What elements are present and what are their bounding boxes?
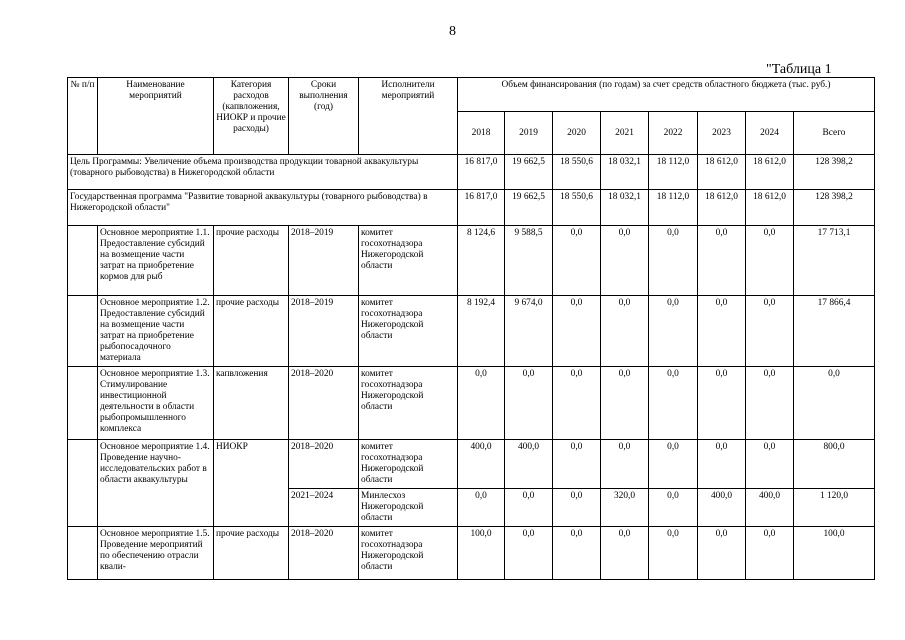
- header-year: 2019: [505, 112, 553, 155]
- table-caption: "Таблица 1: [766, 62, 832, 77]
- header-year: 2021: [601, 112, 649, 155]
- value-cell: 0,0: [458, 367, 505, 440]
- row-number: [68, 527, 98, 580]
- total-cell: 17 713,1: [794, 226, 875, 296]
- header-year: 2023: [698, 112, 746, 155]
- value-cell: 0,0: [698, 296, 746, 367]
- measure-name: Основное мероприятие 1.3. Стимулирование инвестиционной деятельности в области рыбопромышленного комплекса: [98, 367, 214, 440]
- value-cell: 0,0: [746, 527, 794, 580]
- measure-executor: комитет госохотнадзора Нижегородской области: [359, 527, 458, 580]
- measure-term: 2021–2024: [289, 489, 359, 527]
- value-cell: 0,0: [649, 296, 698, 367]
- table-row: [68, 226, 875, 296]
- measure-term: 2018–2020: [289, 440, 359, 489]
- page-number: 8: [449, 24, 456, 39]
- header-name: Наименование мероприятий: [98, 78, 214, 155]
- program-row: [68, 190, 875, 226]
- program-text: Государственная программа "Развитие товарной аквакультуры (товарного рыбоводства) в Нижегородской области": [68, 190, 458, 226]
- value-cell: 0,0: [698, 367, 746, 440]
- row-number: [68, 296, 98, 367]
- value-cell: 320,0: [601, 489, 649, 527]
- value-cell: 18 032,1: [601, 155, 649, 190]
- value-cell: 18 612,0: [746, 155, 794, 190]
- value-cell: 19 662,5: [505, 190, 553, 226]
- measure-name: Основное мероприятие 1.2. Предоставление субсидий на возмещение части затрат на приобретение рыбопосадочного материала: [98, 296, 214, 367]
- value-cell: 0,0: [553, 296, 601, 367]
- value-cell: 100,0: [458, 527, 505, 580]
- value-cell: 0,0: [698, 440, 746, 489]
- value-cell: 400,0: [698, 489, 746, 527]
- value-cell: 0,0: [553, 489, 601, 527]
- measure-term: 2018–2019: [289, 226, 359, 296]
- total-cell: 0,0: [794, 367, 875, 440]
- value-cell: 0,0: [505, 367, 553, 440]
- value-cell: 0,0: [553, 440, 601, 489]
- header-financing: Объем финансирования (по годам) за счет средств областного бюджета (тыс. руб.): [458, 78, 875, 112]
- table-row: [68, 527, 875, 580]
- value-cell: 18 612,0: [698, 190, 746, 226]
- value-cell: 0,0: [505, 489, 553, 527]
- value-cell: 400,0: [505, 440, 553, 489]
- value-cell: 0,0: [649, 489, 698, 527]
- total-cell: 17 866,4: [794, 296, 875, 367]
- header-year: 2024: [746, 112, 794, 155]
- value-cell: 400,0: [746, 489, 794, 527]
- value-cell: 0,0: [746, 226, 794, 296]
- value-cell: 19 662,5: [505, 155, 553, 190]
- header-total: Всего: [794, 112, 875, 155]
- total-cell: 128 398,2: [794, 155, 875, 190]
- header-year: 2018: [458, 112, 505, 155]
- value-cell: 0,0: [746, 296, 794, 367]
- value-cell: 18 550,6: [553, 155, 601, 190]
- value-cell: 9 674,0: [505, 296, 553, 367]
- value-cell: 0,0: [649, 226, 698, 296]
- table-row: [68, 440, 875, 489]
- value-cell: 400,0: [458, 440, 505, 489]
- measure-category: прочие расходы: [214, 527, 289, 580]
- value-cell: 8 124,6: [458, 226, 505, 296]
- table-row: [68, 296, 875, 367]
- value-cell: 18 550,6: [553, 190, 601, 226]
- value-cell: 0,0: [601, 296, 649, 367]
- value-cell: 0,0: [601, 527, 649, 580]
- value-cell: 8 192,4: [458, 296, 505, 367]
- row-number: [68, 440, 98, 527]
- value-cell: 16 817,0: [458, 155, 505, 190]
- measure-executor: комитет госохотнадзора Нижегородской области: [359, 367, 458, 440]
- row-number: [68, 367, 98, 440]
- goal-row: [68, 155, 875, 190]
- financing-table: [67, 77, 875, 580]
- value-cell: 0,0: [698, 226, 746, 296]
- value-cell: 0,0: [746, 440, 794, 489]
- value-cell: 18 612,0: [698, 155, 746, 190]
- total-cell: 800,0: [794, 440, 875, 489]
- goal-text: Цель Программы: Увеличение объема производства продукции товарной аквакультуры (товарного рыбоводства) в Нижегородской области: [68, 155, 458, 190]
- value-cell: 0,0: [553, 367, 601, 440]
- measure-name: Основное мероприятие 1.5. Проведение мероприятий по обеспечению отрасли квали-: [98, 527, 214, 580]
- value-cell: 0,0: [458, 489, 505, 527]
- value-cell: 9 588,5: [505, 226, 553, 296]
- value-cell: 0,0: [601, 440, 649, 489]
- header-term: Сроки выполнения (год): [289, 78, 359, 155]
- measure-category: прочие расходы: [214, 296, 289, 367]
- value-cell: 18 112,0: [649, 155, 698, 190]
- table-row: [68, 367, 875, 440]
- value-cell: 18 612,0: [746, 190, 794, 226]
- value-cell: 0,0: [746, 367, 794, 440]
- header-category: Категория расходов (капвложения, НИОКР и прочие расходы): [214, 78, 289, 155]
- value-cell: 0,0: [553, 226, 601, 296]
- measure-term: 2018–2020: [289, 367, 359, 440]
- header-year: 2022: [649, 112, 698, 155]
- measure-executor: комитет госохотнадзора Нижегородской области: [359, 440, 458, 489]
- measure-executor: комитет госохотнадзора Нижегородской области: [359, 296, 458, 367]
- measure-term: 2018–2019: [289, 296, 359, 367]
- total-cell: 100,0: [794, 527, 875, 580]
- measure-executor: комитет госохотнадзора Нижегородской области: [359, 226, 458, 296]
- row-number: [68, 226, 98, 296]
- measure-name: Основное мероприятие 1.1. Предоставление субсидий на возмещение части затрат на приобретение кормов для рыб: [98, 226, 214, 296]
- value-cell: 16 817,0: [458, 190, 505, 226]
- header-num: № п/п: [68, 78, 98, 155]
- total-cell: 128 398,2: [794, 190, 875, 226]
- header-executors: Исполнители мероприятий: [359, 78, 458, 155]
- value-cell: 0,0: [601, 226, 649, 296]
- measure-term: 2018–2020: [289, 527, 359, 580]
- total-cell: 1 120,0: [794, 489, 875, 527]
- value-cell: 0,0: [505, 527, 553, 580]
- value-cell: 0,0: [698, 527, 746, 580]
- value-cell: 0,0: [649, 527, 698, 580]
- measure-category: капвложения: [214, 367, 289, 440]
- measure-name: Основное мероприятие 1.4. Проведение научно-исследовательских работ в области аквакультуры: [98, 440, 214, 527]
- measure-executor: Минлесхоз Нижегородской области: [359, 489, 458, 527]
- value-cell: 0,0: [601, 367, 649, 440]
- measure-category: прочие расходы: [214, 226, 289, 296]
- value-cell: 0,0: [649, 367, 698, 440]
- measure-category: НИОКР: [214, 440, 289, 527]
- header-year: 2020: [553, 112, 601, 155]
- value-cell: 18 112,0: [649, 190, 698, 226]
- value-cell: 18 032,1: [601, 190, 649, 226]
- value-cell: 0,0: [649, 440, 698, 489]
- value-cell: 0,0: [553, 527, 601, 580]
